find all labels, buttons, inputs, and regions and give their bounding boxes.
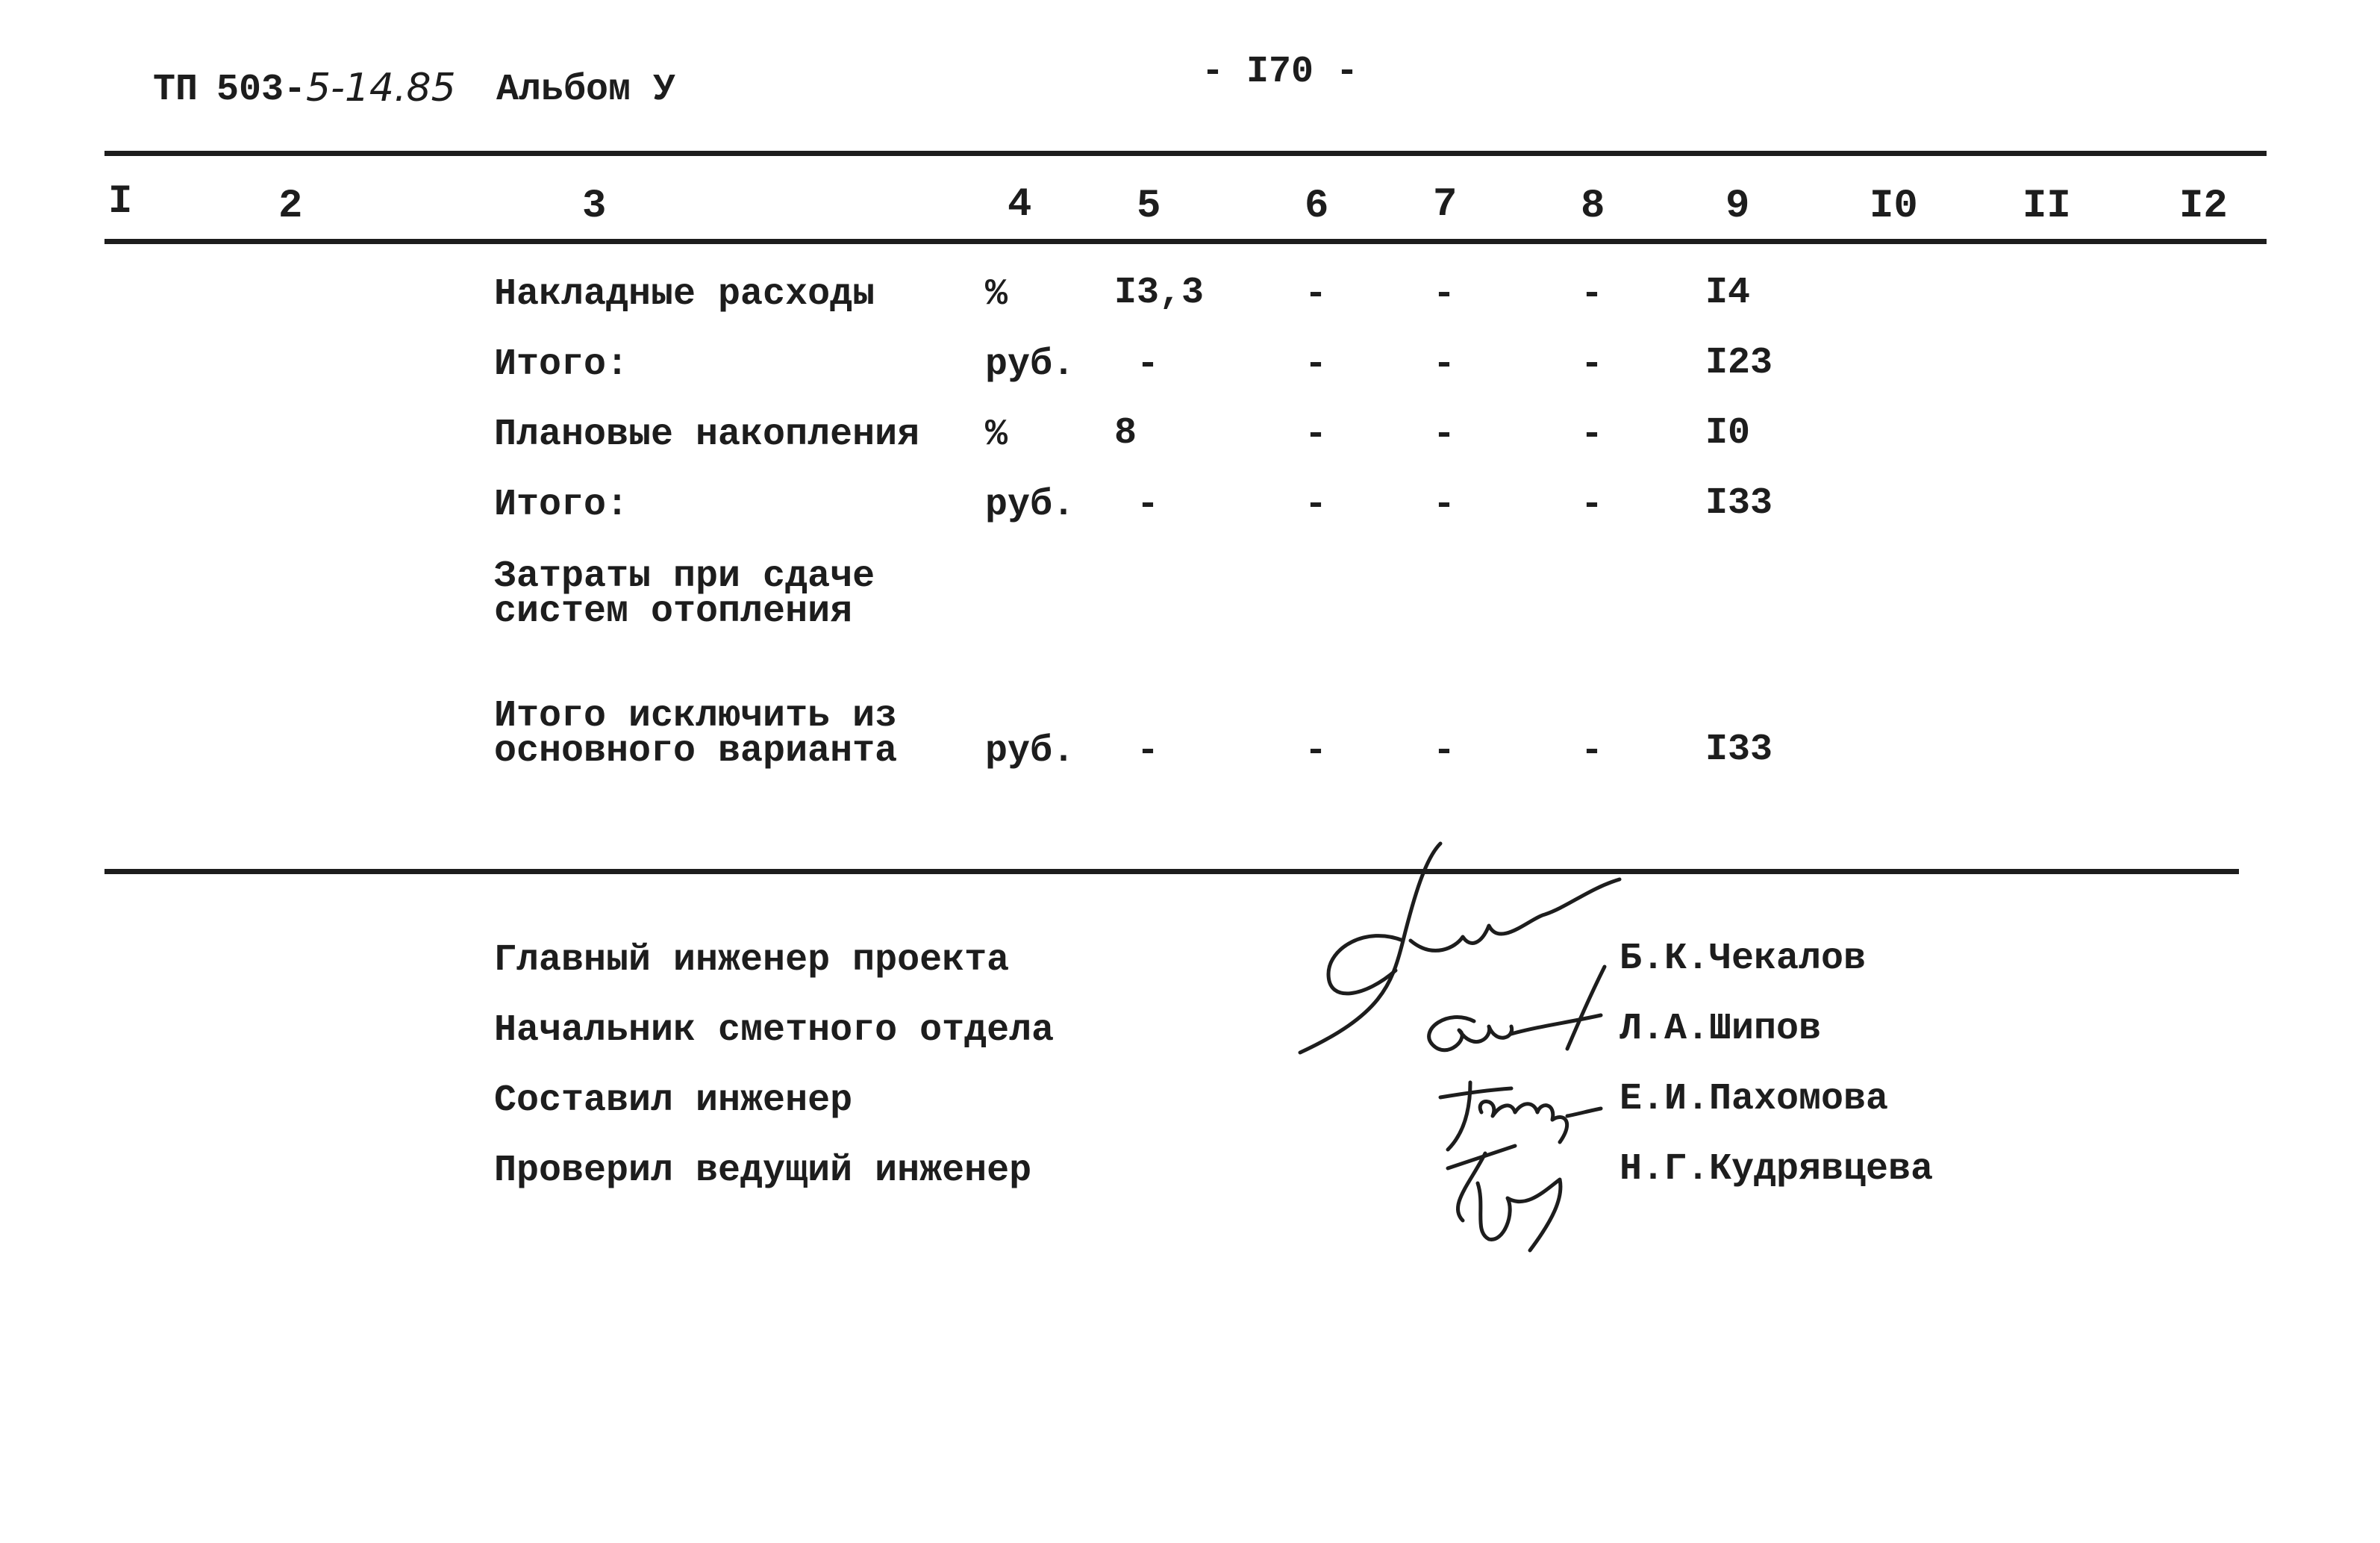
value-col9: I33 xyxy=(1705,482,1773,525)
value-col9: I0 xyxy=(1705,412,1751,455)
value-col6: - xyxy=(1305,343,1328,386)
value-col9: I23 xyxy=(1705,342,1773,384)
signer-name: Е.И.Пахомова xyxy=(1620,1078,1889,1120)
signer-role: Главный инженер проекта xyxy=(494,939,1010,982)
value-col7: - xyxy=(1433,484,1456,526)
column-number: I0 xyxy=(1870,184,1918,229)
value-col6: - xyxy=(1305,273,1328,316)
unit-cell: % xyxy=(985,414,1008,456)
item-name-line1: Затраты при сдаче xyxy=(494,555,875,598)
table-bottom-rule xyxy=(104,869,2239,874)
item-name: Накладные расходы xyxy=(494,273,875,316)
value-col8: - xyxy=(1581,343,1604,386)
value-col5: - xyxy=(1137,730,1160,773)
value-col8: - xyxy=(1581,273,1604,316)
column-number: I2 xyxy=(2179,184,2228,229)
value-col9: I33 xyxy=(1705,729,1773,771)
table-top-rule xyxy=(104,151,2267,156)
column-number: 4 xyxy=(1008,182,1032,228)
signer-name: Б.К.Чекалов xyxy=(1620,938,1867,980)
value-col8: - xyxy=(1581,414,1604,456)
column-number: I xyxy=(108,179,133,225)
value-col6: - xyxy=(1305,730,1328,773)
signer-role: Составил инженер xyxy=(494,1079,853,1122)
column-number: 5 xyxy=(1137,184,1161,229)
item-name: Итого: xyxy=(494,484,629,526)
signer-name: Н.Г.Кудрявцева xyxy=(1620,1148,1934,1191)
unit-cell: руб. xyxy=(985,484,1075,526)
value-col8: - xyxy=(1581,484,1604,526)
document-code-number: 503- xyxy=(216,69,307,111)
column-number: 8 xyxy=(1581,184,1605,229)
value-col7: - xyxy=(1433,414,1456,456)
unit-cell: руб. xyxy=(985,730,1075,773)
column-number: II xyxy=(2023,184,2071,229)
item-name-line2: основного варианта xyxy=(494,730,898,773)
column-number: 6 xyxy=(1305,184,1329,229)
document-code-handwritten: 5-14.85 xyxy=(306,66,456,110)
column-number: 7 xyxy=(1433,182,1458,228)
estimate-head-signature xyxy=(1403,963,1612,1075)
value-col5: - xyxy=(1137,343,1160,386)
column-number: 2 xyxy=(278,184,303,229)
value-col6: - xyxy=(1305,484,1328,526)
item-name-line1: Итого исключить из xyxy=(494,695,898,738)
value-col6: - xyxy=(1305,414,1328,456)
value-col9: I4 xyxy=(1705,272,1751,314)
value-col7: - xyxy=(1433,273,1456,316)
signer-name: Л.А.Шипов xyxy=(1620,1008,1822,1050)
value-col7: - xyxy=(1433,343,1456,386)
value-col5: I3,3 xyxy=(1114,272,1205,314)
item-name-line2: систем отопления xyxy=(494,590,853,633)
column-header-rule xyxy=(104,239,2267,244)
document-code-prefix: ТП xyxy=(153,69,199,111)
signer-role: Начальник сметного отдела xyxy=(494,1009,1055,1052)
item-name: Итого: xyxy=(494,343,629,386)
item-name: Плановые накопления xyxy=(494,414,920,456)
column-number: 9 xyxy=(1725,184,1750,229)
signer-role: Проверил ведущий инженер xyxy=(494,1150,1032,1192)
column-number: 3 xyxy=(582,184,607,229)
unit-cell: % xyxy=(985,273,1008,316)
lead-engineer-signature xyxy=(1433,1138,1597,1258)
value-col5: - xyxy=(1137,484,1160,526)
value-col7: - xyxy=(1433,730,1456,773)
value-col8: - xyxy=(1581,730,1604,773)
album-label: Альбом У xyxy=(496,69,676,111)
page-number: - I70 - xyxy=(1202,51,1359,93)
value-col5: 8 xyxy=(1114,412,1137,455)
unit-cell: руб. xyxy=(985,343,1075,386)
